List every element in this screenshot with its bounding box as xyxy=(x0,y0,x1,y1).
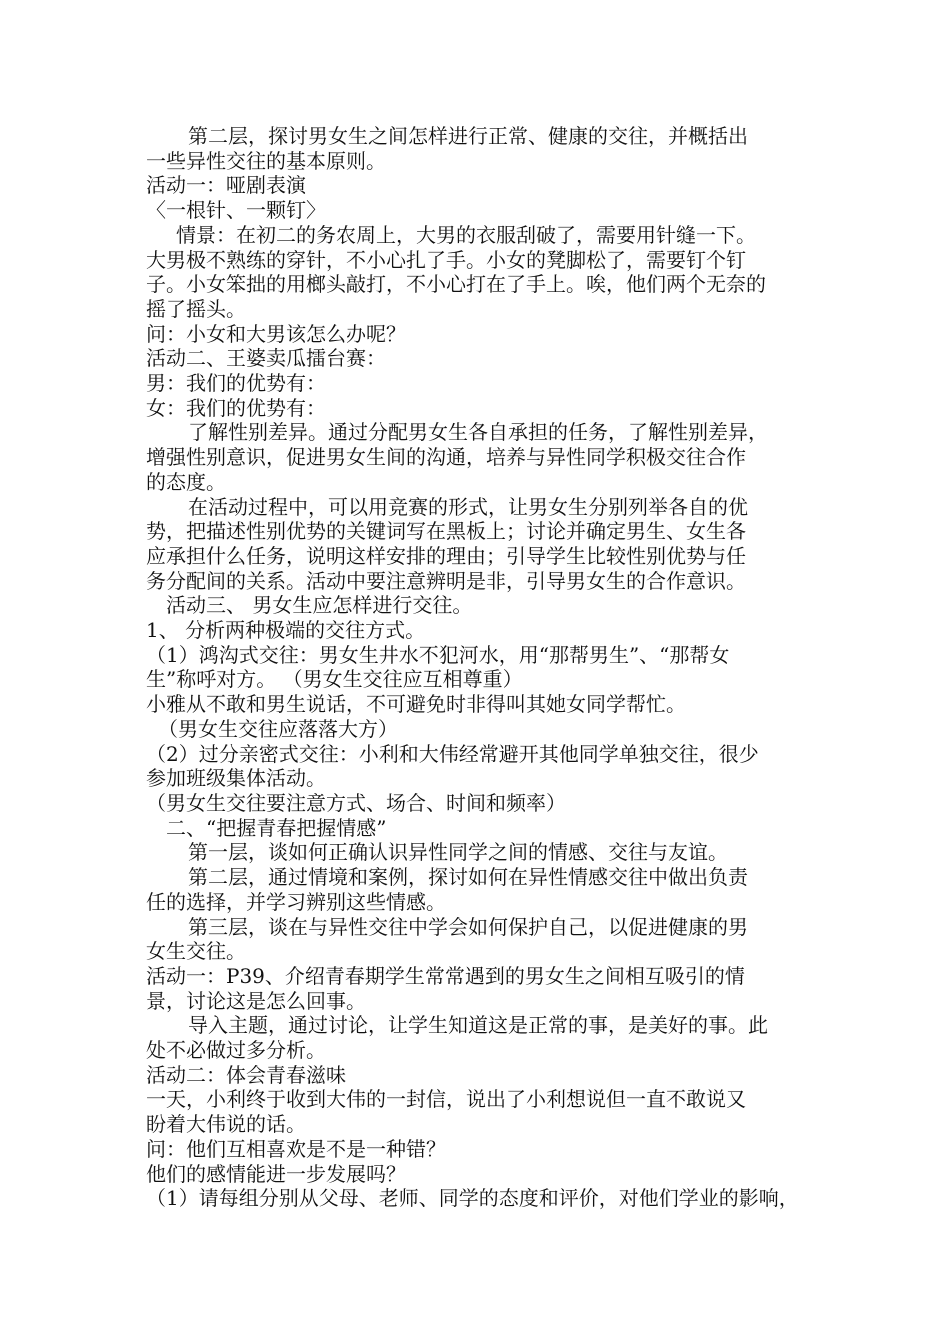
paragraph-line: 生”称呼对方。 （男女生交往应互相尊重） xyxy=(146,667,523,692)
paragraph-line: 参加班级集体活动。 xyxy=(146,766,326,791)
paragraph-line: （男女生交往要注意方式、场合、时间和频率） xyxy=(146,790,566,815)
paragraph-line: 应承担什么任务，说明这样安排的理由；引导学生比较性别优势与任 xyxy=(146,543,746,568)
paragraph-line: 小雅从不敢和男生说话，不可避免时非得叫其她女同学帮忙。 xyxy=(146,692,686,717)
paragraph-line: 摇了摇头。 xyxy=(146,296,246,321)
paragraph-line: 第三层，谈在与异性交往中学会如何保护自己，以促进健康的男 xyxy=(188,914,748,939)
paragraph-line: 务分配间的关系。活动中要注意辨明是非，引导男女生的合作意识。 xyxy=(146,568,746,593)
paragraph-line: （1）鸿沟式交往：男女生井水不犯河水，用“那帮男生”、“那帮女 xyxy=(146,642,730,667)
paragraph-line: 子。小女笨拙的用榔头敲打，不小心打在了手上。唉，他们两个无奈的 xyxy=(146,272,766,297)
paragraph-line: 女生交往。 xyxy=(146,939,246,964)
paragraph-line: 盼着大伟说的话。 xyxy=(146,1112,306,1137)
paragraph-line: 的态度。 xyxy=(146,469,226,494)
paragraph-line: 大男极不熟练的穿针，不小心扎了手。小女的凳脚松了，需要钉个钉 xyxy=(146,247,746,272)
section-heading: 二、“把握青春把握情感” xyxy=(166,815,387,840)
question-line: 他们的感情能进一步发展吗？ xyxy=(146,1161,406,1186)
paragraph-line: 男：我们的优势有： xyxy=(146,371,326,396)
paragraph-line: 女：我们的优势有： xyxy=(146,395,326,420)
document-body xyxy=(146,124,818,1211)
activity-heading: 活动二：体会青春滋味 xyxy=(146,1062,346,1087)
paragraph-line: 第二层，探讨男女生之间怎样进行正常、健康的交往，并概括出 xyxy=(188,124,748,148)
paragraph-line: 处不必做过多分析。 xyxy=(146,1038,326,1063)
question-line: 问：小女和大男该怎么办呢？ xyxy=(146,321,406,346)
paragraph-line: 一天，小利终于收到大伟的一封信，说出了小利想说但一直不敢说又 xyxy=(146,1087,746,1112)
activity-heading: 活动一：哑剧表演 xyxy=(146,173,306,198)
paragraph-line: （2）过分亲密式交往：小利和大伟经常避开其他同学单独交往，很少 xyxy=(146,741,759,766)
activity-heading: 活动三、 男女生应怎样进行交往。 xyxy=(166,593,473,618)
paragraph-line: 任的选择，并学习辨别这些情感。 xyxy=(146,889,446,914)
paragraph-line: 景，讨论这是怎么回事。 xyxy=(146,988,366,1013)
paragraph-line: 一些异性交往的基本原则。 xyxy=(146,148,386,173)
activity-heading: 活动二、王婆卖瓜擂台赛： xyxy=(146,346,386,371)
activity-subtitle: 〈一根针、一颗钉〉 xyxy=(146,198,326,223)
paragraph-line: （1）请每组分别从父母、老师、同学的态度和评价，对他们学业的影响， xyxy=(146,1186,799,1211)
paragraph-line: （男女生交往应落落大方） xyxy=(158,716,398,741)
activity-heading: 活动一：P39、介绍青春期学生常常遇到的男女生之间相互吸引的情 xyxy=(146,963,745,988)
question-line: 问：他们互相喜欢是不是一种错？ xyxy=(146,1136,446,1161)
list-item: 1、 分析两种极端的交往方式。 xyxy=(146,618,426,643)
paragraph-line: 在活动过程中，可以用竞赛的形式，让男女生分别列举各自的优 xyxy=(188,494,748,519)
paragraph-line: 第二层，通过情境和案例，探讨如何在异性情感交往中做出负责 xyxy=(188,865,748,890)
paragraph-line: 势，把描述性别优势的关键词写在黑板上；讨论并确定男生、女生各 xyxy=(146,519,746,544)
paragraph-line: 情景：在初二的务农周上，大男的衣服刮破了，需要用针缝一下。 xyxy=(176,222,756,247)
paragraph-line: 第一层，谈如何正确认识异性同学之间的情感、交往与友谊。 xyxy=(188,840,728,865)
paragraph-line: 了解性别差异。通过分配男女生各自承担的任务，了解性别差异， xyxy=(188,420,768,445)
paragraph-line: 导入主题，通过讨论，让学生知道这是正常的事，是美好的事。此 xyxy=(188,1013,768,1038)
paragraph-line: 增强性别意识，促进男女生间的沟通，培养与异性同学积极交往合作 xyxy=(146,445,746,470)
